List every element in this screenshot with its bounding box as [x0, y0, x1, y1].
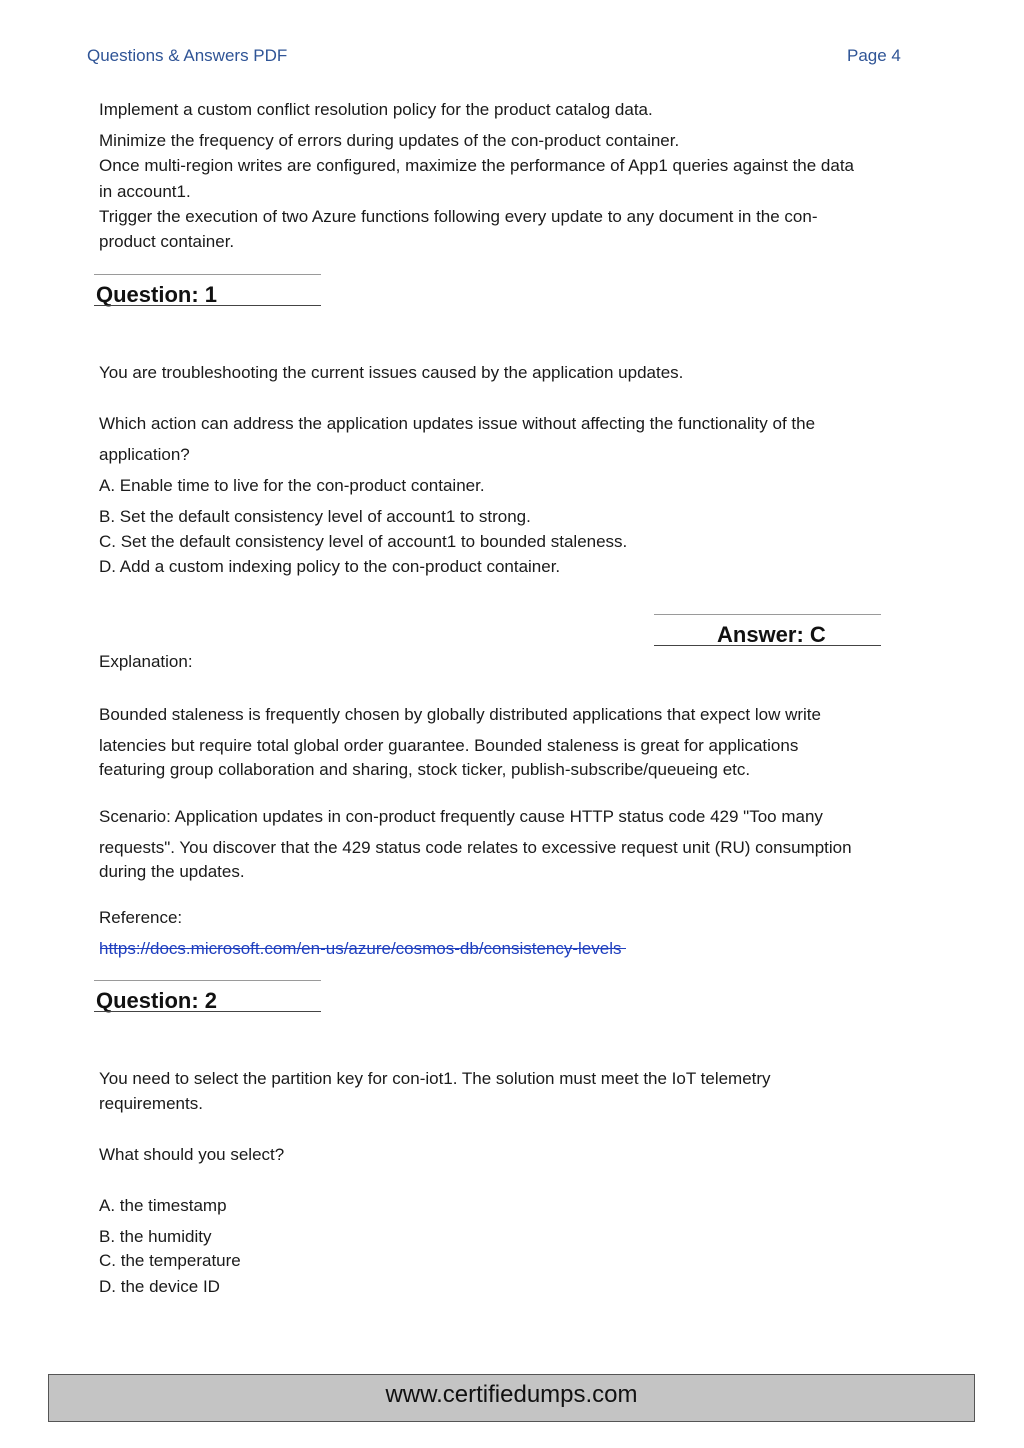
option-d: D. Add a custom indexing policy to the con-product container.: [99, 557, 561, 576]
scenario-text: Scenario: Application updates in con-product frequently cause HTTP status code 429 "Too many: [99, 807, 823, 826]
answer-label: Answer: C: [717, 622, 826, 647]
question-1-text: application?: [99, 445, 190, 464]
explanation-text: Bounded staleness is frequently chosen by globally distributed applications that expect low write: [99, 705, 821, 724]
question-1-text: Which action can address the application updates issue without affecting the functionality of the: [99, 414, 816, 433]
reference-label: Reference:: [99, 908, 183, 927]
option-a: A. Enable time to live for the con-product container.: [99, 476, 485, 495]
footer-site[interactable]: www.certifiedumps.com: [385, 1381, 638, 1408]
option-b: B. Set the default consistency level of account1 to strong.: [99, 507, 531, 526]
intro-line: Once multi-region writes are configured, maximize the performance of App1 queries against the data: [99, 156, 855, 175]
question-1-heading: Question: 1: [96, 282, 218, 307]
scenario-text: during the updates.: [99, 862, 245, 881]
intro-line: product container.: [99, 232, 235, 251]
option-c: C. Set the default consistency level of account1 to bounded staleness.: [99, 532, 628, 551]
footer-banner: [48, 1374, 975, 1422]
explanation-text: latencies but require total global order guarantee. Bounded staleness is great for applications: [99, 736, 799, 755]
divider: [94, 274, 321, 275]
option-c: C. the temperature: [99, 1251, 241, 1270]
question-1-prompt: You are troubleshooting the current issues caused by the application updates.: [99, 363, 684, 382]
option-a: A. the timestamp: [99, 1196, 227, 1215]
intro-line: Trigger the execution of two Azure functions following every update to any document in the con-: [99, 207, 818, 226]
reference-link[interactable]: https://docs.microsoft.com/en-us/azure/cosmos-db/consistency-levels: [99, 939, 622, 958]
intro-line: in account1.: [99, 182, 191, 201]
option-d: D. the device ID: [99, 1277, 220, 1296]
header-title: Questions & Answers PDF: [87, 46, 288, 65]
explanation-text: featuring group collaboration and sharing, stock ticker, publish-subscribe/queueing etc.: [99, 760, 751, 779]
question-2-heading: Question: 2: [96, 988, 218, 1013]
intro-line: Implement a custom conflict resolution policy for the product catalog data.: [99, 100, 653, 119]
page-number: Page 4: [847, 46, 901, 65]
link-strikethrough: [100, 948, 626, 949]
divider: [94, 980, 321, 981]
option-b: B. the humidity: [99, 1227, 212, 1246]
question-2-prompt: You need to select the partition key for con-iot1. The solution must meet the IoT telemetry: [99, 1069, 771, 1088]
explanation-label: Explanation:: [99, 652, 193, 671]
intro-line: Minimize the frequency of errors during updates of the con-product container.: [99, 131, 680, 150]
scenario-text: requests". You discover that the 429 status code relates to excessive request unit (RU) consumption: [99, 838, 852, 857]
question-2-prompt: requirements.: [99, 1094, 203, 1113]
divider: [654, 645, 881, 646]
divider: [94, 1011, 321, 1012]
divider: [654, 614, 881, 615]
divider: [94, 305, 321, 306]
question-2-text: What should you select?: [99, 1145, 285, 1164]
